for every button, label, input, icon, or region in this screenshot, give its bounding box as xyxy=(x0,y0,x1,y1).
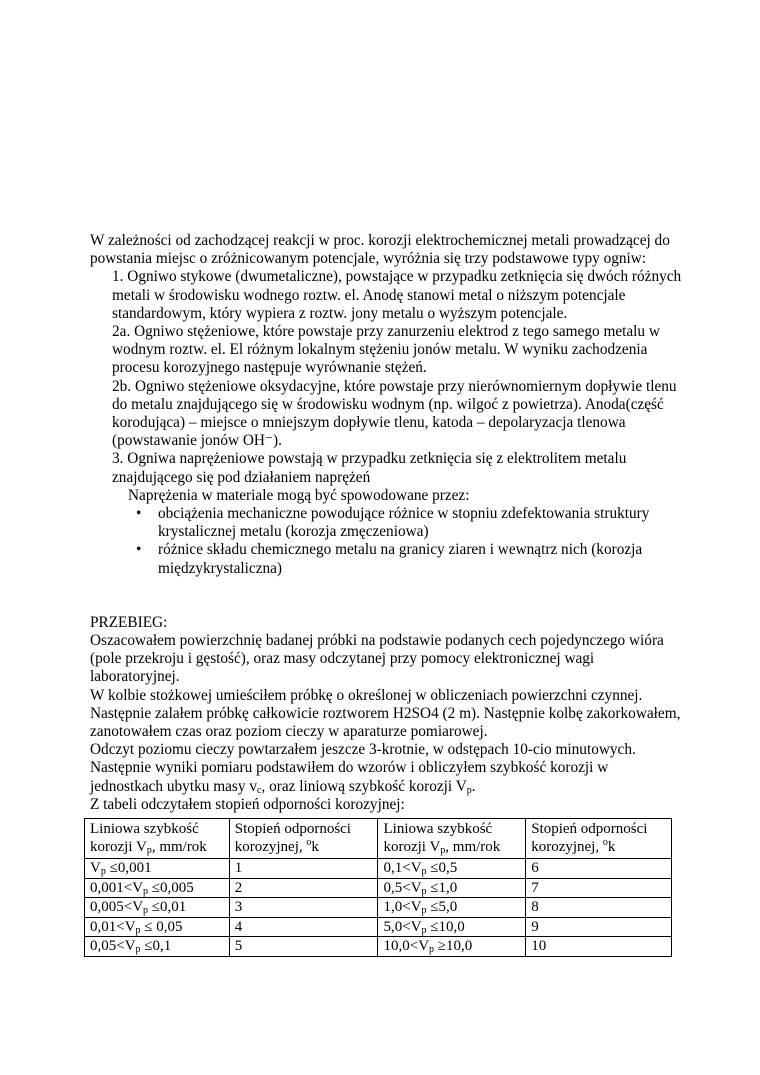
cell-type-2a: 2a. Ogniwo stężeniowe, które powstaje przy zanurzeniu elektrod z tego samego metalu w wodnym roztw. el. El różnym lokalnym stężeniu jonów metalu. W wyniku zachodzenia procesu korozyjnego następuje wyrównanie stężeń. xyxy=(112,323,660,377)
list-item: • obciążenia mechaniczne powodujące różnice w stopniu zdefektowania struktury krystalicznej metalu (korozja zmęczeniowa) xyxy=(136,505,650,541)
stress-causes-list xyxy=(90,505,685,578)
bullet-icon: • xyxy=(136,541,142,559)
bullet-icon: • xyxy=(136,505,142,523)
section-heading: PRZEBIEG: xyxy=(90,613,168,631)
procedure-paragraph-3: Odczyt poziomu cieczy powtarzałem jeszcze 3-krotnie, w odstępach 10-cio minutowych. xyxy=(90,741,636,759)
procedure-paragraph-1: Oszacowałem powierzchnię badanej próbki na podstawie podanych cech pojedynczego wióra (pole przekroju i gęstość), oraz masy odczytanej przy pomocy elektronicznej wagi laboratoryjnej. xyxy=(90,632,664,686)
intro-paragraph: W zależności od zachodzącej reakcji w proc. korozji elektrochemicznej metali prowadzącej do powstania miejsc o zróżnicowanym potencjale, wyróżnia się trzy podstawowe typy ogniw: xyxy=(90,232,670,268)
document-body xyxy=(90,232,685,814)
table-row: $0,001<V_p \le 0,005$ 2 $0,5<V_p \le 1,0$ 7 xyxy=(85,878,672,898)
cell-type-3: 3. Ogniwa naprężeniowe powstają w przypadku zetknięcia się z elektrolitem metalu znajdującego się pod działaniem naprężeń xyxy=(112,450,627,486)
table-row: $0,005<V_p \le 0,01$ 3 $1,0<V_p \le 5,0$ 8 xyxy=(85,898,672,918)
cell-type-1: 1. Ogniwo stykowe (dwumetaliczne), powstające w przypadku zetknięcia się dwóch różnych metali w środowisku wodnego roztw. el. Anodę stanowi metal o niższym potencjale standardowym, który wypiera z roztw. jony metalu o wyższym potencjale. xyxy=(112,268,682,322)
procedure-paragraph-5: Z tabeli odczytałem stopień odporności korozyjnej: xyxy=(90,795,405,813)
list-item: • różnice składu chemicznego metalu na granicy ziaren i wewnątrz nich (korozja międzykrystaliczna) xyxy=(136,541,643,577)
procedure-paragraph-2: W kolbie stożkowej umieściłem próbkę o określonej w obliczeniach powierzchni czynnej. Następnie zalałem próbkę całkowicie roztworem H2SO4 (2 m). Następnie kolbę zakorkowałem, zanotowałem czas oraz poziom cieczy w aparaturze pomiarowej. xyxy=(90,686,681,741)
header-linear-rate: Liniowa szybkość korozji $V_p$, mm/rok xyxy=(378,819,526,859)
corrosion-resistance-table xyxy=(84,818,672,957)
table-row: $0,05<V_p \le 0,1$ 5 $10,0<V_p \ge 10,0$ 10 xyxy=(85,937,672,957)
cell-type-2b: 2b. Ogniwo stężeniowe oksydacyjne, które powstaje przy nierównomiernym dopływie tlenu do metalu znajdującego się w środowisku wodnym (np. wilgoć z powietrza). Anoda(część korodująca) – miejsce o mniejszym dopływie tlenu, katoda – depolaryzacja tlenowa (powstawanie jonów OH⁻). xyxy=(112,377,677,450)
table-header-row xyxy=(85,819,672,859)
header-resistance-degree: Stopień odporności korozyjnej, $^o$k xyxy=(229,819,378,859)
table-row: $0,01<V_p \le 0,05$ 4 $5,0<V_p \le 10,0$ 9 xyxy=(85,917,672,937)
stress-intro: Naprężenia w materiale mogą być spowodowane przez: xyxy=(128,486,470,504)
procedure-paragraph-4: Następnie wyniki pomiaru podstawiłem do wzorów i obliczyłem szybkość korozji w jednostkach ubytku masy $v_c$, oraz liniową szybkość korozji $V_p$. xyxy=(90,759,609,796)
header-linear-rate: Liniowa szybkość korozji $V_p$, mm/rok xyxy=(85,819,230,859)
table-row: $V_p \le 0,001$ 1 $0,1<V_p \le 0,5$ 6 xyxy=(85,859,672,879)
header-resistance-degree: Stopień odporności korozyjnej, $^o$k xyxy=(526,819,672,859)
